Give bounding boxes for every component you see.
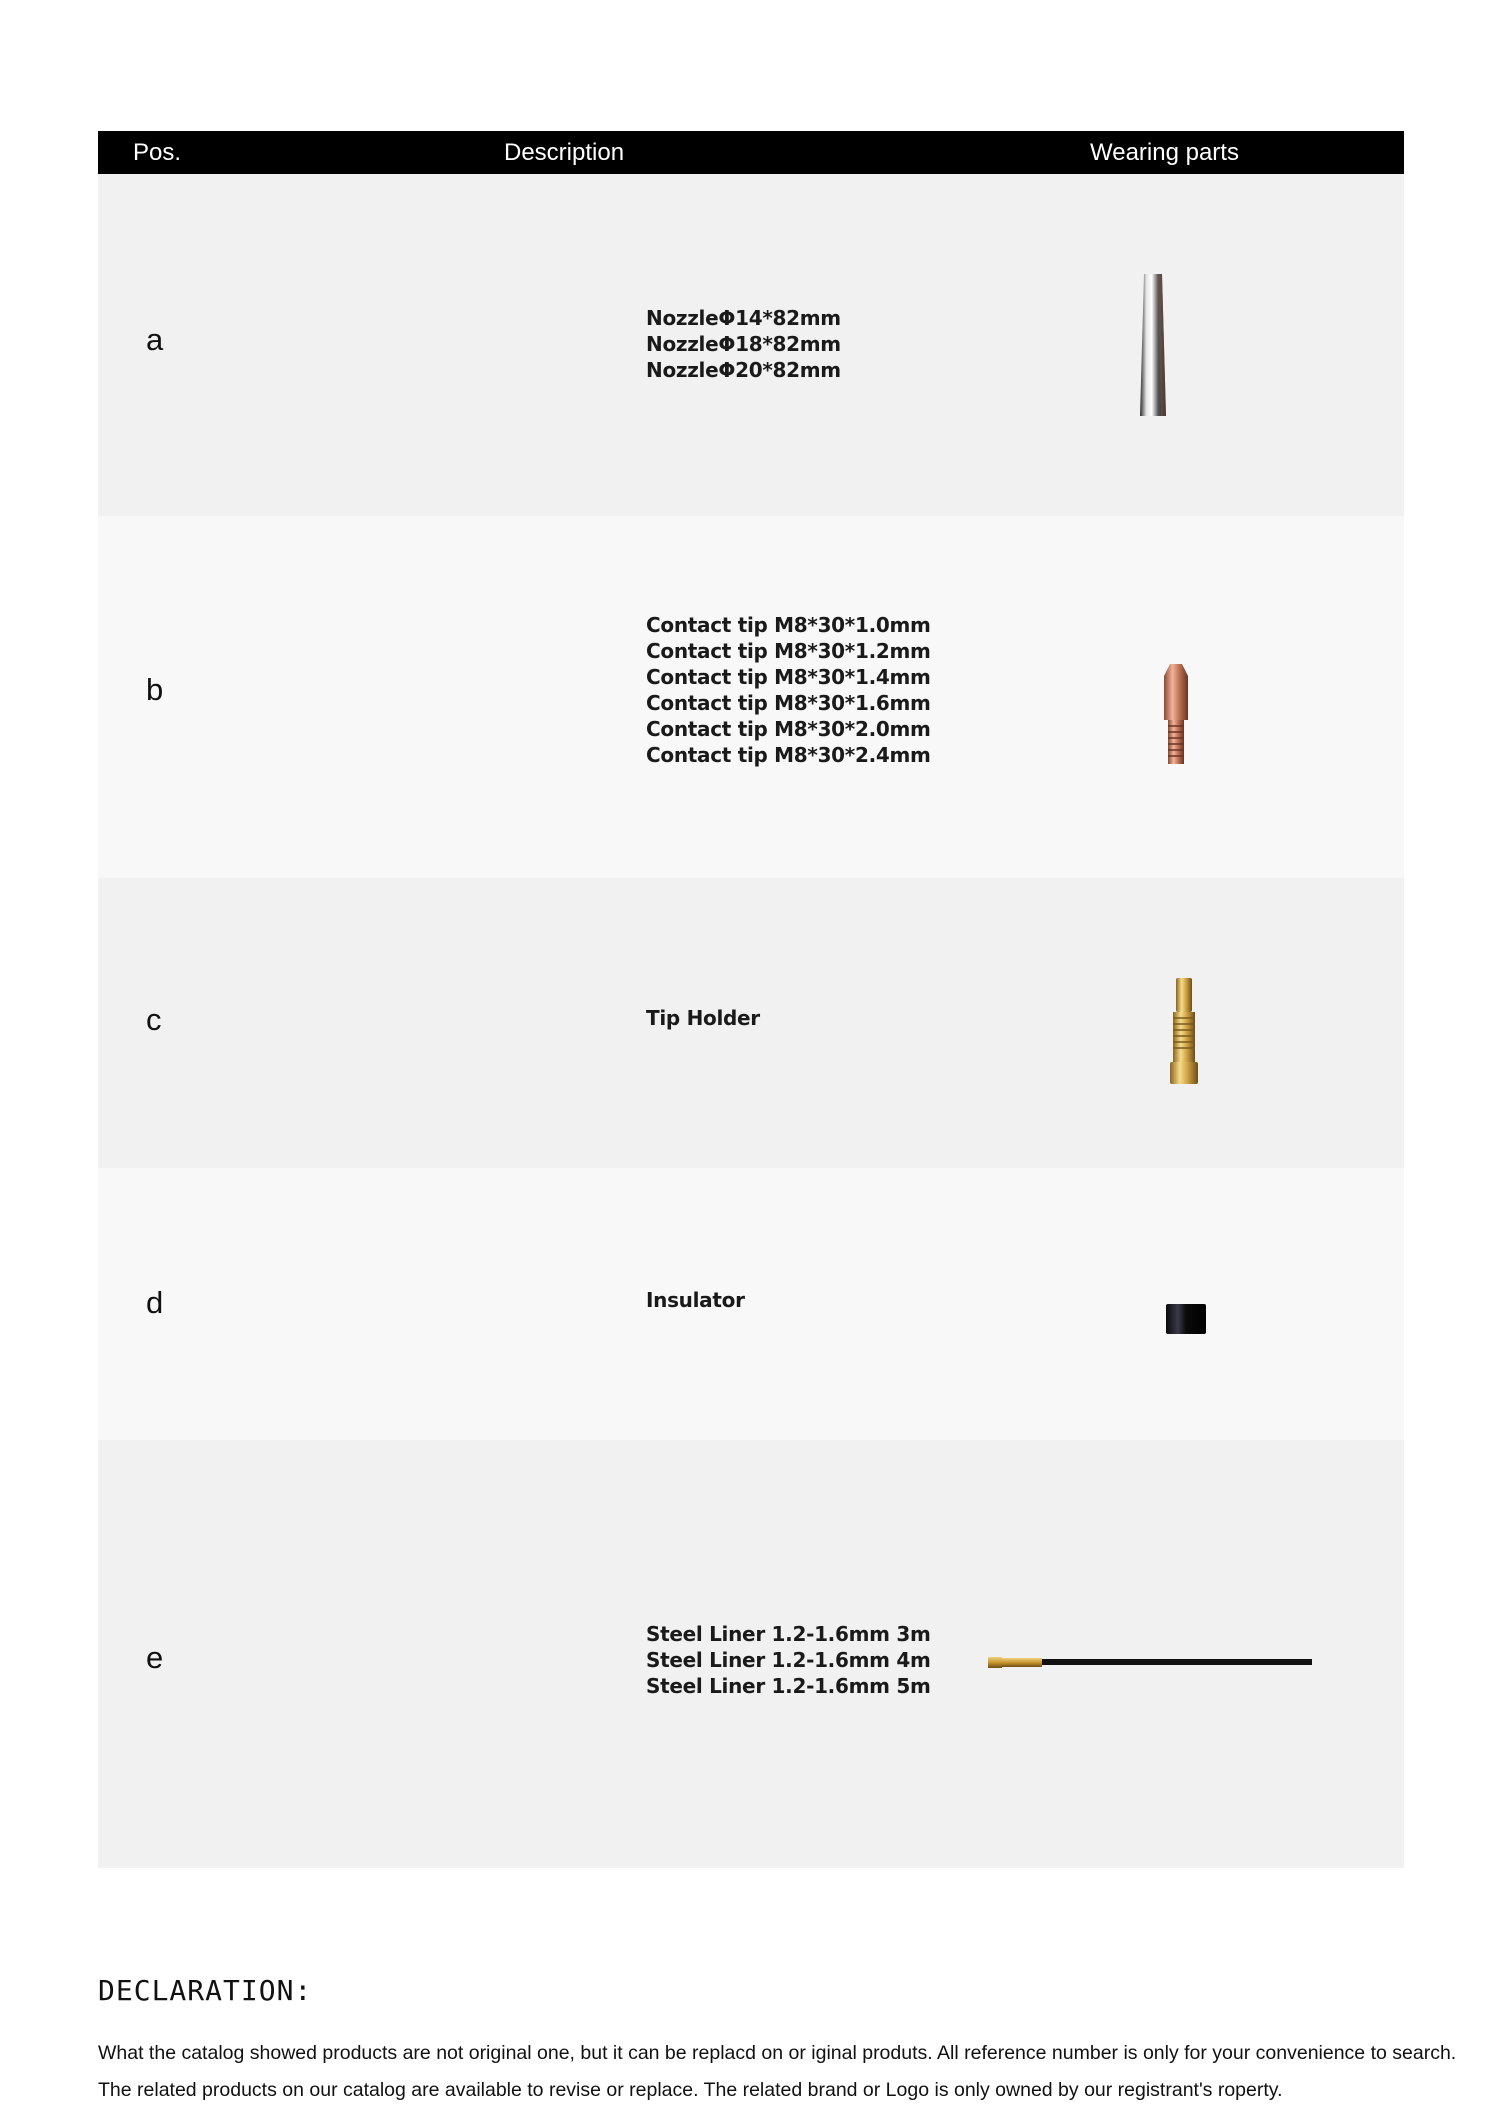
- description-line: Insulator: [646, 1288, 745, 1312]
- declaration-line: The related products on our catalog are available to revise or replace. The related brand or Logo is only owned by our registrant's roperty.: [98, 2079, 1283, 2101]
- declaration-line: What the catalog showed products are not original one, but it can be replacd on or iginal produts. All reference number is only for your convenience to search.: [98, 2042, 1457, 2064]
- row-pos: b: [146, 672, 164, 707]
- table-row: [98, 1440, 1404, 1868]
- description-line: Contact tip M8*30*1.4mm: [646, 665, 931, 689]
- description-line: Contact tip M8*30*2.4mm: [646, 743, 931, 767]
- description-line: Tip Holder: [646, 1006, 760, 1030]
- description-line: Steel Liner 1.2-1.6mm 5m: [646, 1674, 931, 1698]
- row-description: [646, 1287, 745, 1313]
- row-pos: e: [146, 1640, 164, 1675]
- row-pos: a: [146, 322, 164, 357]
- header-pos: Pos.: [133, 139, 182, 166]
- declaration-title: DECLARATION:: [98, 1974, 313, 2007]
- description-line: NozzleΦ18*82mm: [646, 332, 841, 356]
- description-line: Steel Liner 1.2-1.6mm 3m: [646, 1622, 931, 1646]
- row-pos: d: [146, 1285, 164, 1320]
- description-line: NozzleΦ14*82mm: [646, 306, 841, 330]
- row-description: [646, 1621, 931, 1699]
- description-line: NozzleΦ20*82mm: [646, 358, 841, 382]
- contact-tip-icon: [1158, 662, 1194, 768]
- table-row: [98, 174, 1404, 516]
- steel-liner-icon: [986, 1652, 1316, 1672]
- row-description: [646, 612, 931, 768]
- row-description: [646, 305, 841, 383]
- table-row: [98, 1168, 1404, 1440]
- row-description: [646, 1005, 760, 1031]
- description-line: Contact tip M8*30*2.0mm: [646, 717, 931, 741]
- row-pos: c: [146, 1002, 162, 1037]
- declaration-text: [98, 2035, 1498, 2109]
- table-header: [98, 131, 1404, 174]
- header-description: Description: [504, 139, 625, 166]
- nozzle-icon: [1128, 270, 1178, 420]
- parts-table: [98, 131, 1404, 1868]
- description-line: Steel Liner 1.2-1.6mm 4m: [646, 1648, 931, 1672]
- description-line: Contact tip M8*30*1.2mm: [646, 639, 931, 663]
- description-line: Contact tip M8*30*1.6mm: [646, 691, 931, 715]
- header-wearing-parts: Wearing parts: [1090, 139, 1239, 166]
- table-row: [98, 878, 1404, 1168]
- tip-holder-icon: [1166, 976, 1202, 1088]
- table-row: [98, 516, 1404, 878]
- description-line: Contact tip M8*30*1.0mm: [646, 613, 931, 637]
- insulator-icon: [1164, 1302, 1208, 1336]
